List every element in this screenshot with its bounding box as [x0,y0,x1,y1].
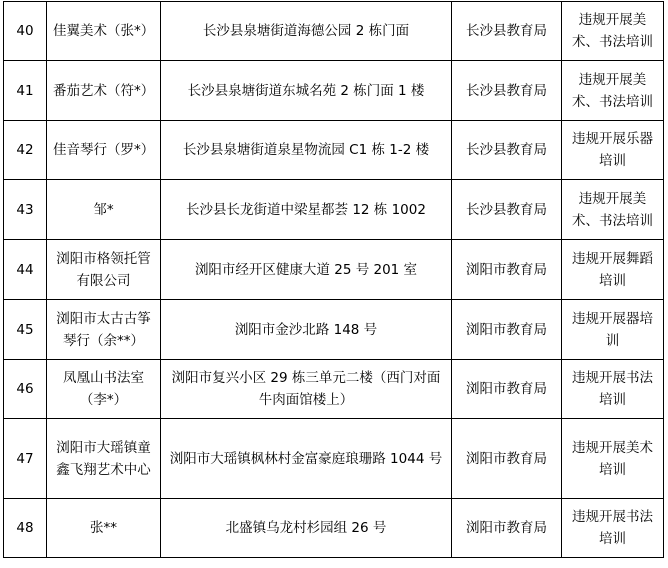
responsible-authority: 浏阳市教育局 [452,360,562,419]
institution-address: 浏阳市复兴小区 29 栋三单元二楼（西门对面牛肉面馆楼上） [161,360,452,419]
table-row [4,121,664,180]
table-row [4,499,664,558]
institution-address: 浏阳市经开区健康大道 25 号 201 室 [161,240,452,300]
row-number: 43 [4,180,47,240]
institution-address: 长沙县泉塘街道泉星物流园 C1 栋 1-2 楼 [161,121,452,180]
institution-address: 浏阳市金沙北路 148 号 [161,300,452,360]
institution-address: 浏阳市大瑶镇枫林村金富豪庭琅珊路 1044 号 [161,419,452,499]
training-violation-table [3,1,664,558]
institution-name: 佳翼美术（张*） [47,2,161,61]
violation-description: 违规开展乐器培训 [562,121,664,180]
table-row [4,360,664,419]
institution-name: 浏阳市格领托管有限公司 [47,240,161,300]
responsible-authority: 长沙县教育局 [452,2,562,61]
responsible-authority: 长沙县教育局 [452,180,562,240]
row-number: 48 [4,499,47,558]
row-number: 46 [4,360,47,419]
row-number: 41 [4,61,47,121]
institution-name: 凤凰山书法室（李*） [47,360,161,419]
row-number: 45 [4,300,47,360]
table-row [4,2,664,61]
table-row [4,419,664,499]
responsible-authority: 长沙县教育局 [452,61,562,121]
institution-name: 浏阳市太古古筝琴行（余**） [47,300,161,360]
row-number: 42 [4,121,47,180]
institution-address: 长沙县泉塘街道东城名苑 2 栋门面 1 楼 [161,61,452,121]
violation-description: 违规开展书法培训 [562,499,664,558]
table-row [4,240,664,300]
table-row [4,61,664,121]
row-number: 47 [4,419,47,499]
table-row [4,180,664,240]
responsible-authority: 浏阳市教育局 [452,419,562,499]
violation-description: 违规开展美术、书法培训 [562,180,664,240]
responsible-authority: 浏阳市教育局 [452,300,562,360]
institution-name: 浏阳市大瑶镇童鑫飞翔艺术中心 [47,419,161,499]
responsible-authority: 浏阳市教育局 [452,499,562,558]
violation-description: 违规开展书法培训 [562,360,664,419]
violation-description: 违规开展美术培训 [562,419,664,499]
violation-description: 违规开展器培训 [562,300,664,360]
responsible-authority: 长沙县教育局 [452,121,562,180]
institution-name: 佳音琴行（罗*） [47,121,161,180]
violation-description: 违规开展舞蹈培训 [562,240,664,300]
institution-address: 长沙县泉塘街道海德公园 2 栋门面 [161,2,452,61]
responsible-authority: 浏阳市教育局 [452,240,562,300]
table-row [4,300,664,360]
institution-name: 邹* [47,180,161,240]
row-number: 40 [4,2,47,61]
institution-address: 北盛镇乌龙村杉园组 26 号 [161,499,452,558]
institution-address: 长沙县长龙街道中梁星都荟 12 栋 1002 [161,180,452,240]
institution-name: 番茄艺术（符*） [47,61,161,121]
violation-description: 违规开展美术、书法培训 [562,61,664,121]
violation-description: 违规开展美术、书法培训 [562,2,664,61]
row-number: 44 [4,240,47,300]
institution-name: 张** [47,499,161,558]
